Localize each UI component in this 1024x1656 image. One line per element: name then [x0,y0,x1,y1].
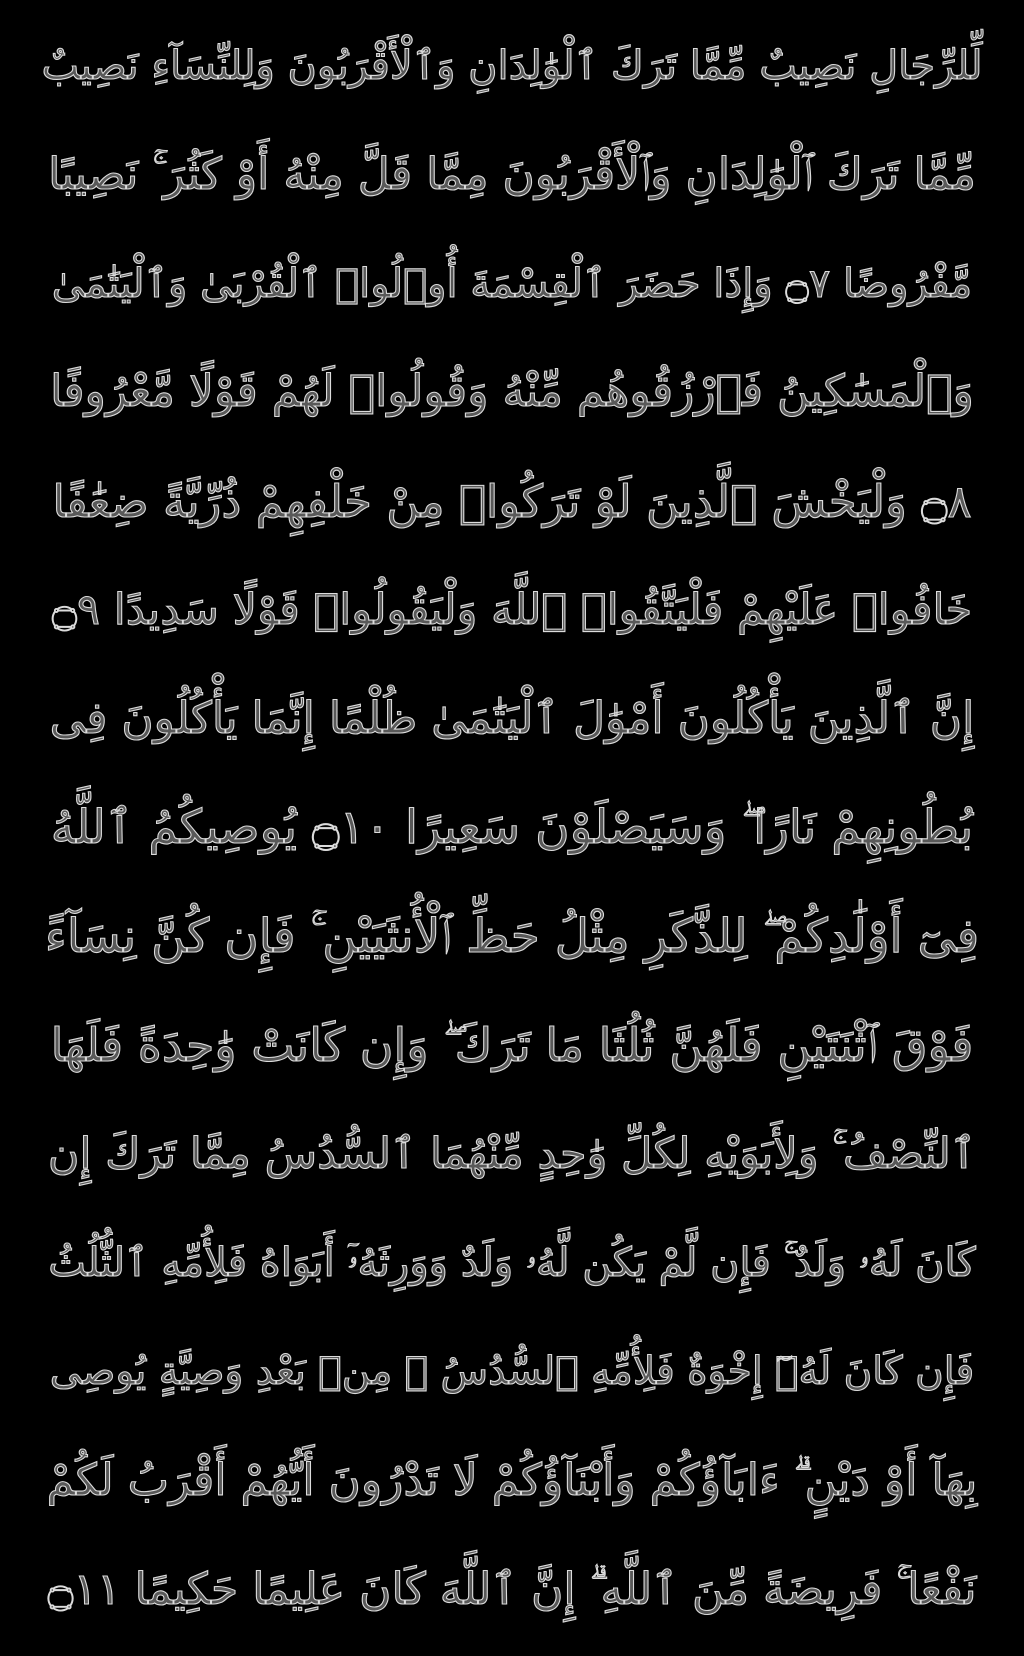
quran-line [40,1215,984,1311]
quran-line-text: فِىٓ أَوْلَٰدِكُمْ ۖ لِلذَّكَرِ مِثْلُ حَظِّ ٱلْأُنثَيَيْنِ ۚ فَإِن كُنَّ نِسَآءً [44,909,980,965]
quran-line [40,889,984,985]
quran-line-text: ۝٨ وَلْيَخْشَ ٱلَّذِينَ لَوْ تَرَكُوا۟ مِنْ خَلْفِهِمْ ذُرِّيَّةً ضِعَٰفًا [52,474,972,528]
quran-line [40,18,984,114]
quran-line-text: خَافُوا۟ عَلَيْهِمْ فَلْيَتَّقُوا۟ ٱللَّهَ وَلْيَقُولُوا۟ قَوْلًا سَدِيدًا ۝٩ [51,584,973,635]
quran-line [40,1324,984,1420]
quran-line [40,671,984,767]
quran-line-text: فَإِن كَانَ لَهُۥٓ إِخْوَةٌ فَلِأُمِّهِ ٱلسُّدُسُ ۚ مِنۢ بَعْدِ وَصِيَّةٍ يُوصِى [49,1348,975,1394]
quran-line [40,998,984,1094]
quran-line-text: كَانَ لَهُۥ وَلَدٌ ۚ فَإِن لَّمْ يَكُن لَّهُۥ وَلَدٌ وَوَرِثَهُۥٓ أَبَوَاهُ فَلِأُمِّهِ ٱلثُّلُثُ [48,1240,976,1287]
quran-line-text: لِّلرِّجَالِ نَصِيبٌ مِّمَّا تَرَكَ ٱلْوَٰلِدَانِ وَٱلْأَقْرَبُونَ وَلِلنِّسَآءِ نَصِيبٌ [41,43,983,89]
quran-line [40,236,984,332]
quran-line-text: مِّمَّا تَرَكَ ٱلْوَٰلِدَانِ وَٱلْأَقْرَبُونَ مِمَّا قَلَّ مِنْهُ أَوْ كَثُرَ ۚ نَصِيبًا [48,148,976,200]
quran-line-text: نَفْعًا ۚ فَرِيضَةً مِّنَ ٱللَّهِ ۗ إِنَّ ٱللَّهَ كَانَ عَلِيمًا حَكِيمًا ۝١١ [47,1563,977,1615]
quran-line [40,127,984,223]
quran-line [40,345,984,441]
quran-line-text: بِهَآ أَوْ دَيْنٍ ۗ ءَابَآؤُكُمْ وَأَبْنَآؤُكُمْ لَا تَدْرُونَ أَيُّهُمْ أَقْرَبُ لَكُمْ [46,1454,978,1506]
quran-line [40,780,984,876]
quran-line [40,1106,984,1202]
quran-line [40,1542,984,1638]
quran-line-text: وَٱلْمَسَٰكِينُ فَٱرْزُقُوهُم مِّنْهُ وَقُولُوا۟ لَهُمْ قَوْلًا مَّعْرُوفًا [50,366,974,418]
quran-line-text: بُطُونِهِمْ نَارًا ۖ وَسَيَصْلَوْنَ سَعِيرًا ۝١٠ يُوصِيكُمُ ٱللَّهُ [50,800,974,856]
quran-line-text: إِنَّ ٱلَّذِينَ يَأْكُلُونَ أَمْوَٰلَ ٱلْيَتَٰمَىٰ ظُلْمًا إِنَّمَا يَأْكُلُونَ فِى [49,692,975,744]
quran-line [40,1433,984,1529]
quran-line-text: مَّفْرُوضًا ۝٧ وَإِذَا حَضَرَ ٱلْقِسْمَةَ أُو۟لُوا۟ ٱلْقُرْبَىٰ وَٱلْيَتَٰمَىٰ [51,260,973,307]
quran-line [40,453,984,549]
quran-line-text: ٱلنِّصْفُ ۚ وَلِأَبَوَيْهِ لِكُلِّ وَٰحِدٍ مِّنْهُمَا ٱلسُّدُسُ مِمَّا تَرَكَ إِن [47,1128,977,1179]
quran-line [40,562,984,658]
quran-line-text: فَوْقَ ٱثْنَتَيْنِ فَلَهُنَّ ثُلُثَا مَا تَرَكَ ۖ وَإِن كَانَتْ وَٰحِدَةً فَلَهَا [50,1018,974,1073]
